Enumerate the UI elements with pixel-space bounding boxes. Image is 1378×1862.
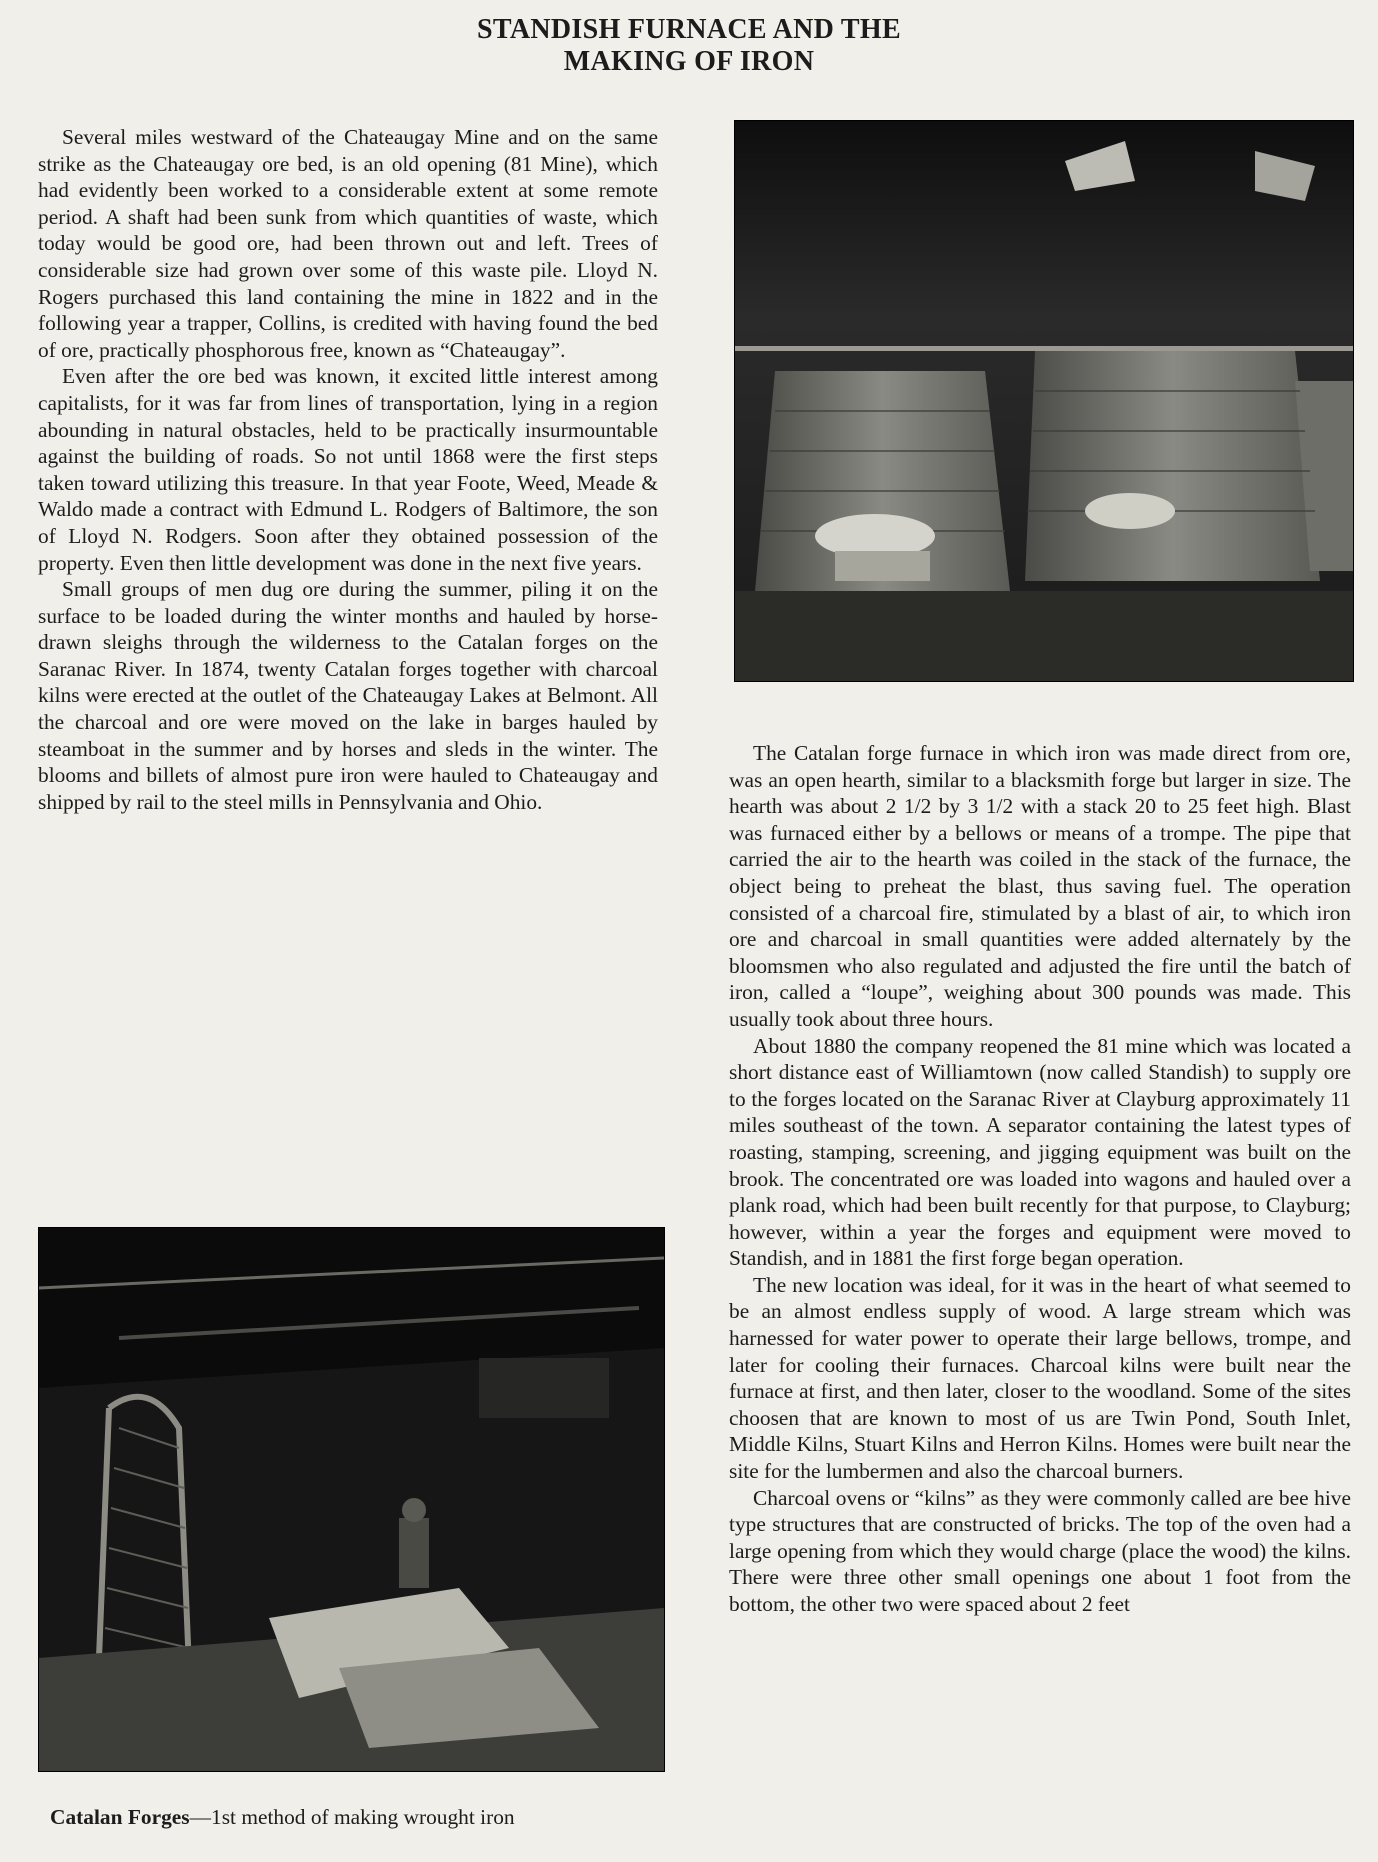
right-column [729,740,1351,1618]
furnace-photo [734,120,1354,682]
paragraph: The Catalan forge furnace in which iron was made direct from ore, was an open hearth, similar to a blacksmith forge but larger in size. The hearth was about 2 1/2 by 3 1/2 with a stack 20 to 25 feet high. Blast was furnaced either by a bellows or means of a trompe. The pipe that carried the air to the hearth was coiled in the stack of the furnace, the object being to preheat the blast, thus saving fuel. The operation consisted of a charcoal fire, stimulated by a blast of air, to which iron ore and charcoal in small quantities were added alternately by the bloomsmen who also regulated and adjusted the fire until the batch of iron, called a “loupe”, weighing about 300 pounds was made. This usually took about three hours. [729,741,1351,1031]
paragraph: The new location was ideal, for it was in the heart of what seemed to be an almost endless supply of wood. A large stream which was harnessed for water power to operate their large bellows, trompe, and later for cooling their furnaces. Charcoal kilns were built near the furnace at first, and then later, closer to the woodland. Some of the sites choosen that are known to most of us are Twin Pond, South Inlet, Middle Kilns, Stuart Kilns and Herron Kilns. Homes were built near the site for the lumbermen and also the charcoal burners. [729,1272,1351,1484]
photo-caption [50,1804,670,1830]
caption-text: —1st method of making wrought iron [189,1805,515,1829]
paragraph: Even after the ore bed was known, it excited little interest among capitalists, for it was far from lines of transportation, lying in a region abounding in natural obstacles, held to be practically insurmountable against the building of roads. So not until 1868 were the first steps taken toward utilizing this treasure. In that year Foote, Weed, Meade & Waldo made a contract with Edmund L. Rodgers of Baltimore, the son of Lloyd N. Rodgers. Soon after they obtained possession of the property. Even then little development was done in the next five years. [38,364,658,575]
paragraph: Several miles westward of the Chateaugay Mine and on the same strike as the Chateaugay ore bed, is an old opening (81 Mine), which had evidently been worked to a considerable extent at some remote period. A shaft had been sunk from which quantities of waste, which today would be good ore, had been thrown out and left. Trees of considerable size had grown over some of this waste pile. Lloyd N. Rogers purchased this land containing the mine in 1822 and in the following year a trapper, Collins, is credited with having found the bed of ore, practically phosphorous free, known as “Chateaugay”. [38,125,658,362]
caption-title: Catalan Forges [50,1805,190,1829]
title-line-1: STANDISH FURNACE AND THE [477,14,901,45]
paragraph: Charcoal ovens or “kilns” as they were commonly called are bee hive type structures that are constructed of bricks. The top of the oven had a large opening from which they would charge (place the wood) the kilns. There were three other small openings one about 1 foot from the bottom, the other two were spaced about 2 feet [729,1485,1351,1616]
left-column [38,124,658,815]
page-title [0,14,1378,78]
paragraph: About 1880 the company reopened the 81 mine which was located a short distance east of Williamtown (now called Standish) to supply ore to the forges located on the Saranac River at Clayburg approximately 11 miles southeast of the town. A separator containing the latest types of roasting, stamping, screening, and jigging equipment was built on the brook. The concentrated ore was loaded into wagons and hauled over a plank road, which had been built recently for that purpose, to Clayburg; however, within a year the forges and equipment were moved to Standish, and in 1881 the first forge began operation. [729,1033,1351,1271]
paragraph: Small groups of men dug ore during the summer, piling it on the surface to be loaded during the winter months and hauled by horse-drawn sleighs through the wilderness to the Catalan forges on the Saranac River. In 1874, twenty Catalan forges together with charcoal kilns were erected at the outlet of the Chateaugay Lakes at Belmont. All the charcoal and ore were moved on the lake in barges hauled by steamboat in the summer and by horses and sleds in the winter. The blooms and billets of almost pure iron were hauled to Chateaugay and shipped by rail to the steel mills in Pennsylvania and Ohio. [38,577,658,814]
catalan-forges-photo [38,1227,665,1772]
title-line-2: MAKING OF IRON [563,46,815,77]
